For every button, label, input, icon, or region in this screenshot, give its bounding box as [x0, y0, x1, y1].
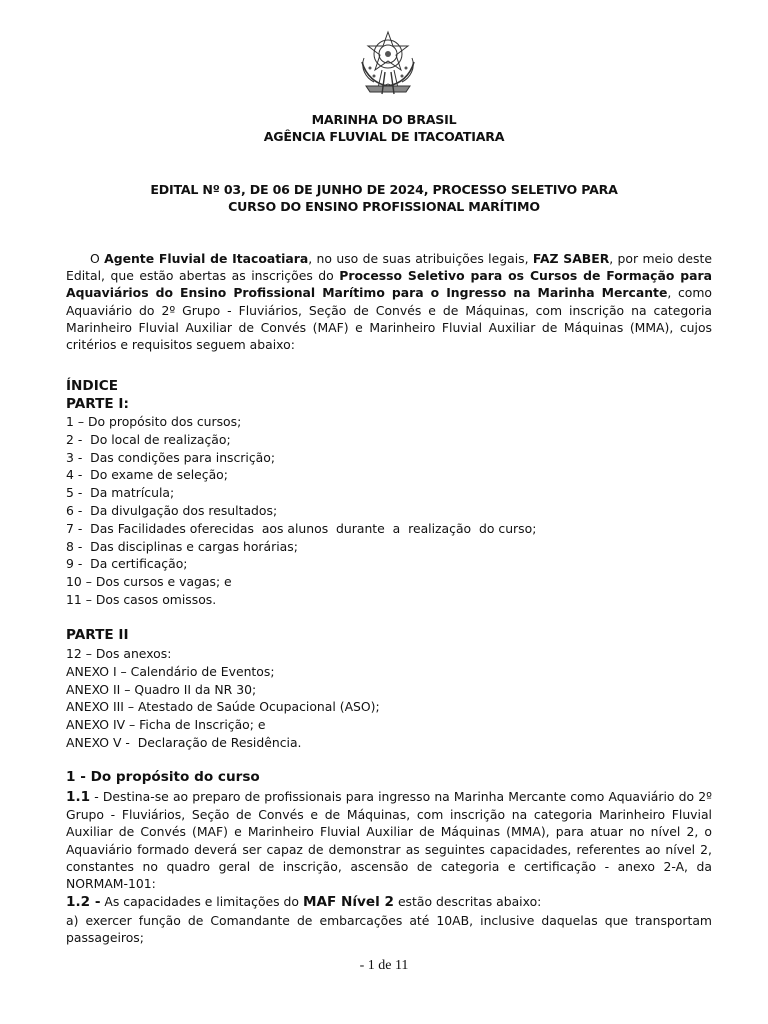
list-item: 8 - Das disciplinas e cargas horárias;: [66, 538, 298, 554]
coat-of-arms-icon: [352, 28, 424, 98]
section1-2-maf: MAF Nível 2: [302, 894, 394, 910]
section1-2-number: 1.2 -: [66, 894, 101, 910]
list-item: 11 – Dos casos omissos.: [66, 591, 217, 607]
list-item: ANEXO V - Declaração de Residência.: [66, 734, 302, 750]
intro-text-1: O: [90, 251, 105, 266]
intro-faz-saber: FAZ SABER: [532, 251, 610, 266]
list-item: 4 - Do exame de seleção;: [66, 467, 228, 483]
list-item: ANEXO II – Quadro II da NR 30;: [66, 681, 257, 697]
list-item: 6 - Da divulgação dos resultados;: [66, 502, 278, 518]
list-item: 10 – Dos cursos e vagas; e: [66, 574, 232, 590]
intro-process-title: Processo Seletivo para os Cursos de Formação para Aquaviários do Ensino Profissional Marítimo para o Ingresso na Marinha Mercante: [66, 268, 712, 301]
section1-1-paragraph: [66, 788, 712, 892]
list-item: ANEXO IV – Ficha de Inscrição; e: [66, 717, 266, 733]
section1-2-item-a: a) exercer função de Comandante de embarcações até 10AB, inclusive daquelas que transportam passageiros;: [66, 913, 712, 946]
section1-1-text: - Destina-se ao preparo de profissionais para ingresso na Marinha Mercante como Aquaviário do 2º Grupo - Fluviários, Seção de Convés e de Máquinas, com inscrição na categoria Marinheiro Fluvial Auxiliar de Convés (MAF) e Marinheiro Fluvial Auxiliar de Máquinas (MMA), para atuar no nível 2, o Aquaviário formado deverá ser capaz de demonstrar as seguintes capacidades, referentes ao nível 2, constantes no quadro geral de inscrição, ascensão de categoria e certificação - anexo 2-A, da NORMAM-101:: [66, 789, 712, 892]
part1-title: PARTE I:: [66, 396, 129, 412]
list-item: 1 – Do propósito dos cursos;: [66, 414, 242, 429]
list-item: 9 - Da certificação;: [66, 556, 188, 572]
section1-2-paragraph: [66, 893, 712, 911]
intro-text-4: , como Aquaviário do 2º Grupo - Fluviários, Seção de Convés e de Máquinas, com inscrição na categoria Marinheiro Fluvial Auxiliar de Convés (MAF) e Marinheiro Fluvial Auxiliar de Máquinas (MMA), cujos critérios e requisitos seguem abaixo:: [66, 285, 713, 353]
edital-title-line1: EDITAL Nº 03, DE 06 DE JUNHO DE 2024, PROCESSO SELETIVO PARA: [150, 182, 618, 197]
intro-text-2: , no uso de suas atribuições legais,: [308, 251, 533, 266]
list-item: 3 - Das condições para inscrição;: [66, 449, 276, 465]
agency-name: AGÊNCIA FLUVIAL DE ITACOATIARA: [263, 129, 505, 144]
intro-text-3: , por meio deste Edital, que estão abertas as inscrições do: [66, 251, 712, 284]
section1-2-text-a: As capacidades e limitações do: [100, 894, 303, 909]
list-item: ANEXO I – Calendário de Eventos;: [66, 663, 275, 679]
part1-list: [66, 413, 726, 609]
index-title: ÍNDICE: [66, 378, 119, 394]
list-item: 5 - Da matrícula;: [66, 485, 175, 501]
list-item: 12 – Dos anexos:: [66, 646, 172, 661]
page-number: - 1 de 11: [359, 958, 409, 973]
section1-2-text-b: estão descritas abaixo:: [394, 894, 542, 909]
org-name: MARINHA DO BRASIL: [311, 112, 457, 127]
list-item: 7 - Das Facilidades oferecidas aos alunos durante a realização do curso;: [66, 520, 537, 536]
list-item: 2 - Do local de realização;: [66, 431, 231, 447]
part2-title: PARTE II: [66, 627, 129, 643]
section1-1-number: 1.1: [66, 789, 91, 805]
intro-paragraph: [66, 250, 712, 353]
intro-agent: Agente Fluvial de Itacoatiara: [104, 251, 309, 266]
part2-list: [66, 645, 726, 752]
edital-title-line2: CURSO DO ENSINO PROFISSIONAL MARÍTIMO: [228, 199, 540, 214]
section1-title: 1 - Do propósito do curso: [66, 769, 260, 785]
list-item: ANEXO III – Atestado de Saúde Ocupacional (ASO);: [66, 699, 380, 715]
